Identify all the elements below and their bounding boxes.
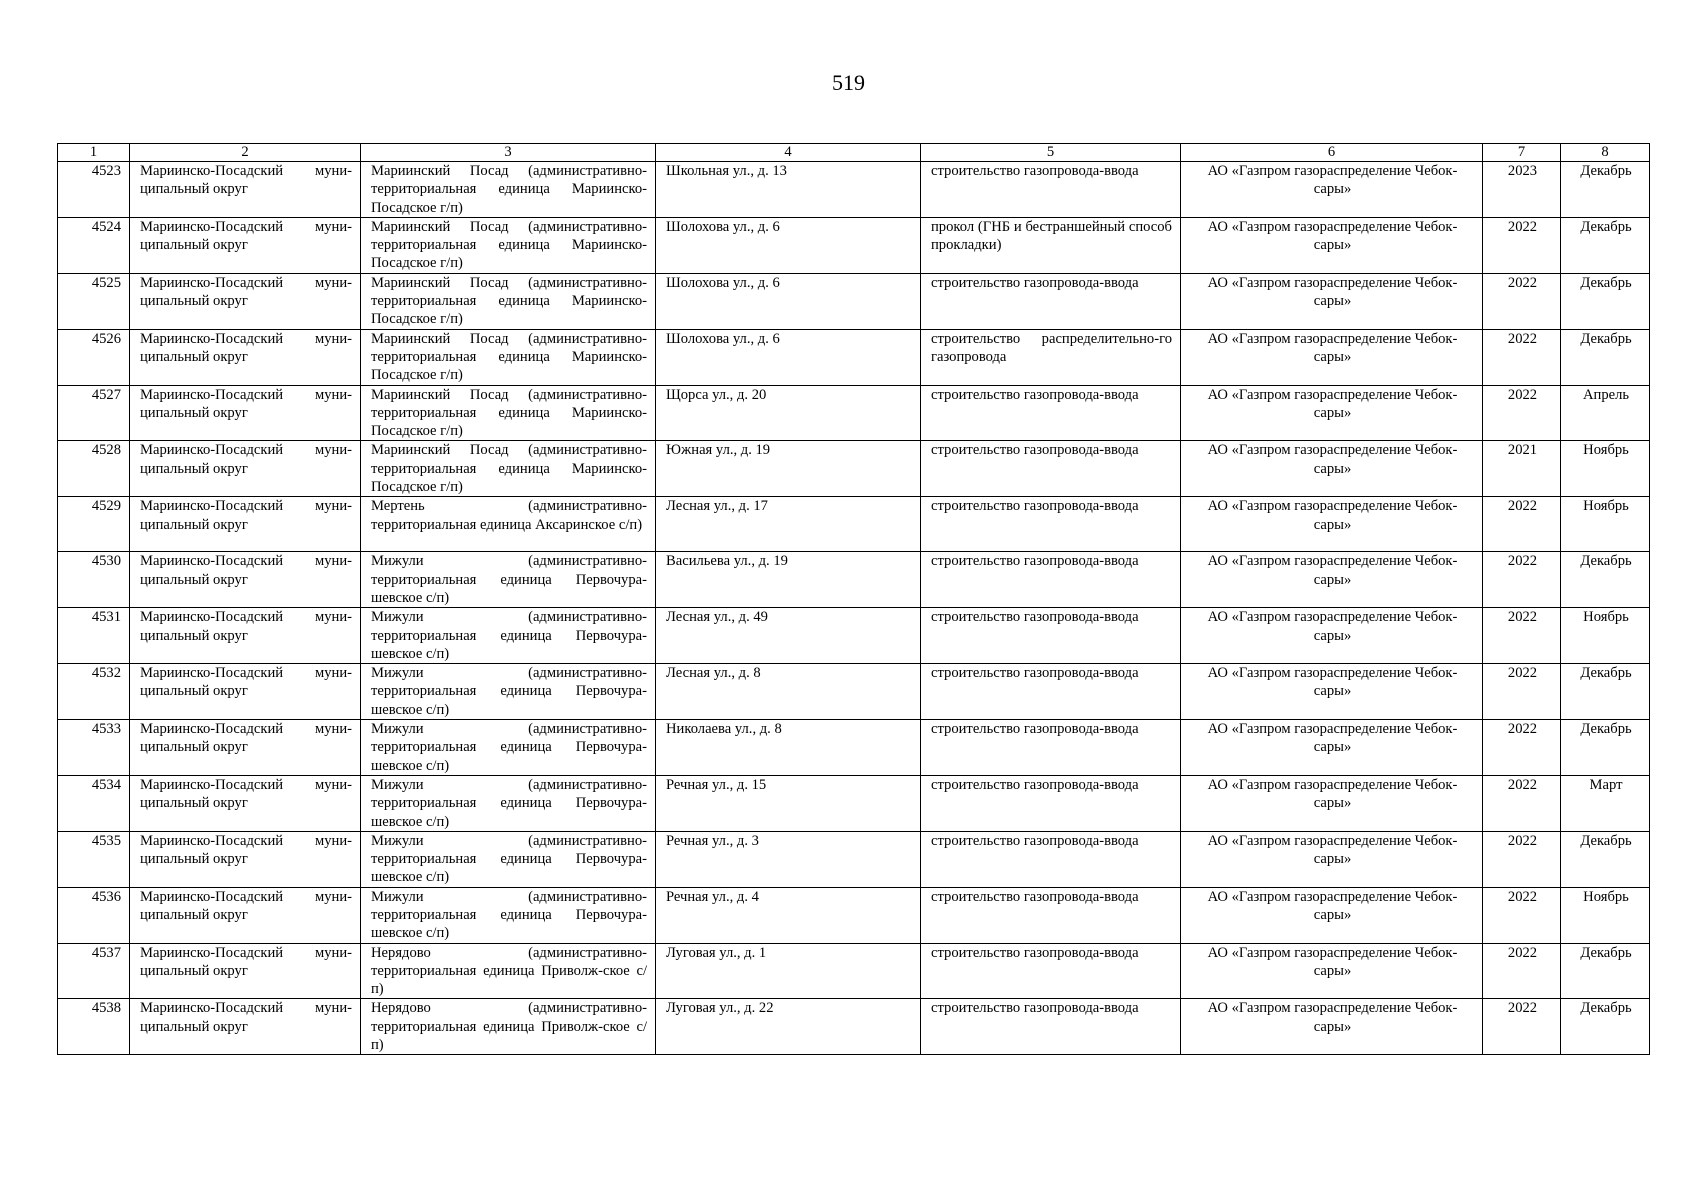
address-cell: Лесная ул., д. 49 [656,608,921,664]
district-cell: Мариинско-Посадский муни-ципальный округ [130,999,361,1055]
locality-cell: Мижули (административно-территориальная единица Первочура-шевское с/п) [361,664,656,720]
month-cell: Март [1561,775,1650,831]
row-number-cell: 4531 [58,608,130,664]
organization-cell: АО «Газпром газораспределение Чебок-сары» [1181,831,1483,887]
table-row [58,943,1650,999]
district-cell: Мариинско-Посадский муни-ципальный округ [130,497,361,552]
organization-cell: АО «Газпром газораспределение Чебок-сары» [1181,217,1483,273]
table-row [58,831,1650,887]
locality-cell: Мижули (административно-территориальная единица Первочура-шевское с/п) [361,831,656,887]
district-cell: Мариинско-Посадский муни-ципальный округ [130,943,361,999]
row-number-cell: 4524 [58,217,130,273]
organization-cell: АО «Газпром газораспределение Чебок-сары» [1181,999,1483,1055]
locality-cell: Нерядово (административно-территориальная единица Приволж-ское с/п) [361,999,656,1055]
table-row [58,999,1650,1055]
month-cell: Декабрь [1561,162,1650,218]
locality-cell: Мариинский Посад (административно-территориальная единица Мариинско-Посадское г/п) [361,273,656,329]
district-cell: Мариинско-Посадский муни-ципальный округ [130,217,361,273]
table-row [58,720,1650,776]
table-row [58,608,1650,664]
address-cell: Щорса ул., д. 20 [656,385,921,441]
year-cell: 2022 [1483,664,1561,720]
table-row [58,664,1650,720]
locality-cell: Мижули (административно-территориальная единица Первочура-шевское с/п) [361,775,656,831]
row-number-cell: 4523 [58,162,130,218]
month-cell: Ноябрь [1561,608,1650,664]
address-cell: Шолохова ул., д. 6 [656,329,921,385]
organization-cell: АО «Газпром газораспределение Чебок-сары» [1181,329,1483,385]
district-cell: Мариинско-Посадский муни-ципальный округ [130,329,361,385]
year-cell: 2022 [1483,273,1561,329]
organization-cell: АО «Газпром газораспределение Чебок-сары» [1181,720,1483,776]
organization-cell: АО «Газпром газораспределение Чебок-сары» [1181,664,1483,720]
table-row [58,441,1650,497]
year-cell: 2022 [1483,999,1561,1055]
row-number-cell: 4526 [58,329,130,385]
locality-cell: Мижули (административно-территориальная единица Первочура-шевское с/п) [361,887,656,943]
organization-cell: АО «Газпром газораспределение Чебок-сары» [1181,162,1483,218]
row-number-cell: 4530 [58,552,130,608]
year-cell: 2022 [1483,552,1561,608]
organization-cell: АО «Газпром газораспределение Чебок-сары» [1181,385,1483,441]
column-header: 3 [361,144,656,162]
district-cell: Мариинско-Посадский муни-ципальный округ [130,162,361,218]
month-cell: Декабрь [1561,999,1650,1055]
address-cell: Лесная ул., д. 8 [656,664,921,720]
organization-cell: АО «Газпром газораспределение Чебок-сары» [1181,273,1483,329]
month-cell: Декабрь [1561,217,1650,273]
row-number-cell: 4532 [58,664,130,720]
row-number-cell: 4527 [58,385,130,441]
table-row [58,775,1650,831]
row-number-cell: 4528 [58,441,130,497]
column-header: 1 [58,144,130,162]
row-number-cell: 4536 [58,887,130,943]
district-cell: Мариинско-Посадский муни-ципальный округ [130,273,361,329]
month-cell: Декабрь [1561,720,1650,776]
table-row [58,887,1650,943]
month-cell: Декабрь [1561,831,1650,887]
work-type-cell: строительство газопровода-ввода [921,887,1181,943]
district-cell: Мариинско-Посадский муни-ципальный округ [130,385,361,441]
locality-cell: Мижули (административно-территориальная единица Первочура-шевское с/п) [361,608,656,664]
work-type-cell: строительство распределительно-го газопровода [921,329,1181,385]
table-row [58,217,1650,273]
column-number-header-row [58,144,1650,162]
work-type-cell: строительство газопровода-ввода [921,441,1181,497]
address-cell: Речная ул., д. 3 [656,831,921,887]
locality-cell: Мижули (административно-территориальная единица Первочура-шевское с/п) [361,720,656,776]
organization-cell: АО «Газпром газораспределение Чебок-сары» [1181,441,1483,497]
work-type-cell: строительство газопровода-ввода [921,552,1181,608]
month-cell: Декабрь [1561,943,1650,999]
year-cell: 2022 [1483,497,1561,552]
work-type-cell: строительство газопровода-ввода [921,497,1181,552]
table-row [58,273,1650,329]
address-cell: Николаева ул., д. 8 [656,720,921,776]
column-header: 8 [1561,144,1650,162]
address-cell: Шолохова ул., д. 6 [656,273,921,329]
table-row [58,329,1650,385]
column-header: 6 [1181,144,1483,162]
district-cell: Мариинско-Посадский муни-ципальный округ [130,831,361,887]
column-header: 5 [921,144,1181,162]
work-type-cell: строительство газопровода-ввода [921,664,1181,720]
district-cell: Мариинско-Посадский муни-ципальный округ [130,664,361,720]
district-cell: Мариинско-Посадский муни-ципальный округ [130,720,361,776]
work-type-cell: строительство газопровода-ввода [921,273,1181,329]
month-cell: Апрель [1561,385,1650,441]
locality-cell: Мариинский Посад (административно-территориальная единица Мариинско-Посадское г/п) [361,329,656,385]
address-cell: Шолохова ул., д. 6 [656,217,921,273]
organization-cell: АО «Газпром газораспределение Чебок-сары» [1181,887,1483,943]
page-number: 519 [832,70,865,95]
locality-cell: Нерядово (административно-территориальная единица Приволж-ское с/п) [361,943,656,999]
work-type-cell: строительство газопровода-ввода [921,162,1181,218]
work-type-cell: прокол (ГНБ и бестраншейный способ прокладки) [921,217,1181,273]
address-cell: Речная ул., д. 15 [656,775,921,831]
locality-cell: Мариинский Посад (административно-территориальная единица Мариинско-Посадское г/п) [361,217,656,273]
organization-cell: АО «Газпром газораспределение Чебок-сары» [1181,775,1483,831]
organization-cell: АО «Газпром газораспределение Чебок-сары» [1181,552,1483,608]
column-header: 2 [130,144,361,162]
month-cell: Декабрь [1561,664,1650,720]
locality-cell: Мариинский Посад (административно-территориальная единица Мариинско-Посадское г/п) [361,385,656,441]
district-cell: Мариинско-Посадский муни-ципальный округ [130,775,361,831]
row-number-cell: 4534 [58,775,130,831]
work-type-cell: строительство газопровода-ввода [921,943,1181,999]
row-number-cell: 4537 [58,943,130,999]
year-cell: 2023 [1483,162,1561,218]
district-cell: Мариинско-Посадский муни-ципальный округ [130,552,361,608]
organization-cell: АО «Газпром газораспределение Чебок-сары» [1181,497,1483,552]
table-row [58,162,1650,218]
table-row [58,497,1650,552]
address-cell: Луговая ул., д. 1 [656,943,921,999]
row-number-cell: 4533 [58,720,130,776]
address-cell: Речная ул., д. 4 [656,887,921,943]
locality-cell: Мижули (административно-территориальная единица Первочура-шевское с/п) [361,552,656,608]
table-row [58,552,1650,608]
address-cell: Васильева ул., д. 19 [656,552,921,608]
work-type-cell: строительство газопровода-ввода [921,775,1181,831]
district-cell: Мариинско-Посадский муни-ципальный округ [130,608,361,664]
column-header: 7 [1483,144,1561,162]
year-cell: 2022 [1483,385,1561,441]
district-cell: Мариинско-Посадский муни-ципальный округ [130,887,361,943]
row-number-cell: 4535 [58,831,130,887]
month-cell: Декабрь [1561,552,1650,608]
column-header: 4 [656,144,921,162]
work-type-cell: строительство газопровода-ввода [921,608,1181,664]
year-cell: 2022 [1483,217,1561,273]
row-number-cell: 4529 [58,497,130,552]
locality-cell: Мариинский Посад (административно-территориальная единица Мариинско-Посадское г/п) [361,162,656,218]
address-cell: Школьная ул., д. 13 [656,162,921,218]
organization-cell: АО «Газпром газораспределение Чебок-сары» [1181,608,1483,664]
year-cell: 2022 [1483,608,1561,664]
locality-cell: Мертень (административно-территориальная единица Аксаринское с/п) [361,497,656,552]
locality-cell: Мариинский Посад (административно-территориальная единица Мариинско-Посадское г/п) [361,441,656,497]
year-cell: 2022 [1483,943,1561,999]
work-type-cell: строительство газопровода-ввода [921,999,1181,1055]
month-cell: Ноябрь [1561,497,1650,552]
year-cell: 2022 [1483,720,1561,776]
work-type-cell: строительство газопровода-ввода [921,385,1181,441]
year-cell: 2022 [1483,831,1561,887]
row-number-cell: 4538 [58,999,130,1055]
district-cell: Мариинско-Посадский муни-ципальный округ [130,441,361,497]
row-number-cell: 4525 [58,273,130,329]
address-cell: Южная ул., д. 19 [656,441,921,497]
month-cell: Декабрь [1561,273,1650,329]
month-cell: Ноябрь [1561,887,1650,943]
work-type-cell: строительство газопровода-ввода [921,831,1181,887]
month-cell: Декабрь [1561,329,1650,385]
year-cell: 2022 [1483,775,1561,831]
address-cell: Луговая ул., д. 22 [656,999,921,1055]
organization-cell: АО «Газпром газораспределение Чебок-сары» [1181,943,1483,999]
year-cell: 2021 [1483,441,1561,497]
year-cell: 2022 [1483,329,1561,385]
year-cell: 2022 [1483,887,1561,943]
registry-table [57,143,1650,1055]
address-cell: Лесная ул., д. 17 [656,497,921,552]
table-row [58,385,1650,441]
work-type-cell: строительство газопровода-ввода [921,720,1181,776]
month-cell: Ноябрь [1561,441,1650,497]
